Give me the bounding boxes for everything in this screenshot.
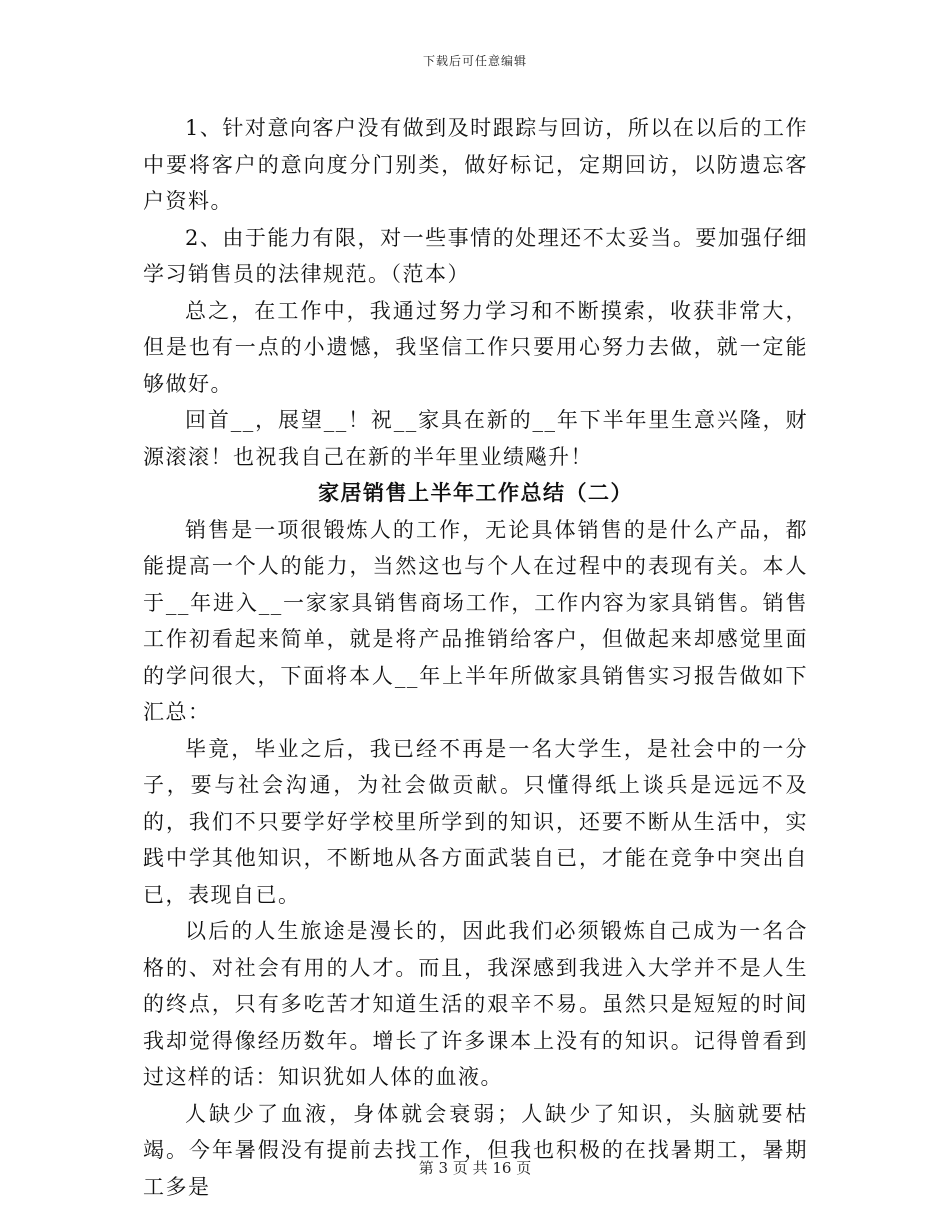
paragraph: 回首__，展望__！祝__家具在新的__年下半年里生意兴隆，财源滚滚！也祝我自己在新的半年里业绩飚升！ — [143, 408, 808, 469]
page-header: 下载后可任意编辑 — [422, 54, 527, 68]
paragraph: 2、由于能力有限，对一些事情的处理还不太妥当。要加强仔细学习销售员的法律规范。（范本） — [143, 225, 808, 286]
paragraph: 毕竟，毕业之后，我已经不再是一名大学生，是社会中的一分子，要与社会沟通，为社会做贡献。只懂得纸上谈兵是远远不及的，我们不只要学好学校里所学到的知识，还要不断从生活中，实践中学其他知识，不断地从各方面武装自已，才能在竞争中突出自已，表现自已。 — [143, 736, 808, 907]
document-body — [143, 110, 808, 1205]
paragraph: 1、针对意向客户没有做到及时跟踪与回访，所以在以后的工作中要将客户的意向度分门别类，做好标记，定期回访，以防遗忘客户资料。 — [143, 116, 808, 213]
paragraph: 总之，在工作中，我通过努力学习和不断摸索，收获非常大，但是也有一点的小遗憾，我坚信工作只要用心努力去做，就一定能够做好。 — [143, 298, 808, 396]
section-title: 家居销售上半年工作总结（二） — [318, 480, 633, 505]
paragraph: 销售是一项很锻炼人的工作，无论具体销售的是什么产品，都能提高一个人的能力，当然这也与个人在过程中的表现有关。本人于__年进入__一家家具销售商场工作，工作内容为家具销售。销售工作初看起来简单，就是将产品推销给客户，但做起来却感觉里面的学问很大，下面将本人__年上半年所做家具销售实习报告做如下汇总： — [143, 517, 808, 724]
page-number: 第 3 页 共 16 页 — [418, 1159, 532, 1177]
paragraph: 以后的人生旅途是漫长的，因此我们必须锻炼自己成为一名合格的、对社会有用的人才。而且，我深感到我进入大学并不是人生的终点，只有多吃苦才知道生活的艰辛不易。虽然只是短短的时间我却觉得像经历数年。增长了许多课本上没有的知识。记得曾看到过这样的话：知识犹如人体的血液。 — [143, 919, 808, 1089]
paragraph: 人缺少了血液，身体就会衰弱；人缺少了知识，头脑就要枯竭。今年暑假没有提前去找工作，但我也积极的在找暑期工，暑期工多是 — [143, 1101, 808, 1199]
